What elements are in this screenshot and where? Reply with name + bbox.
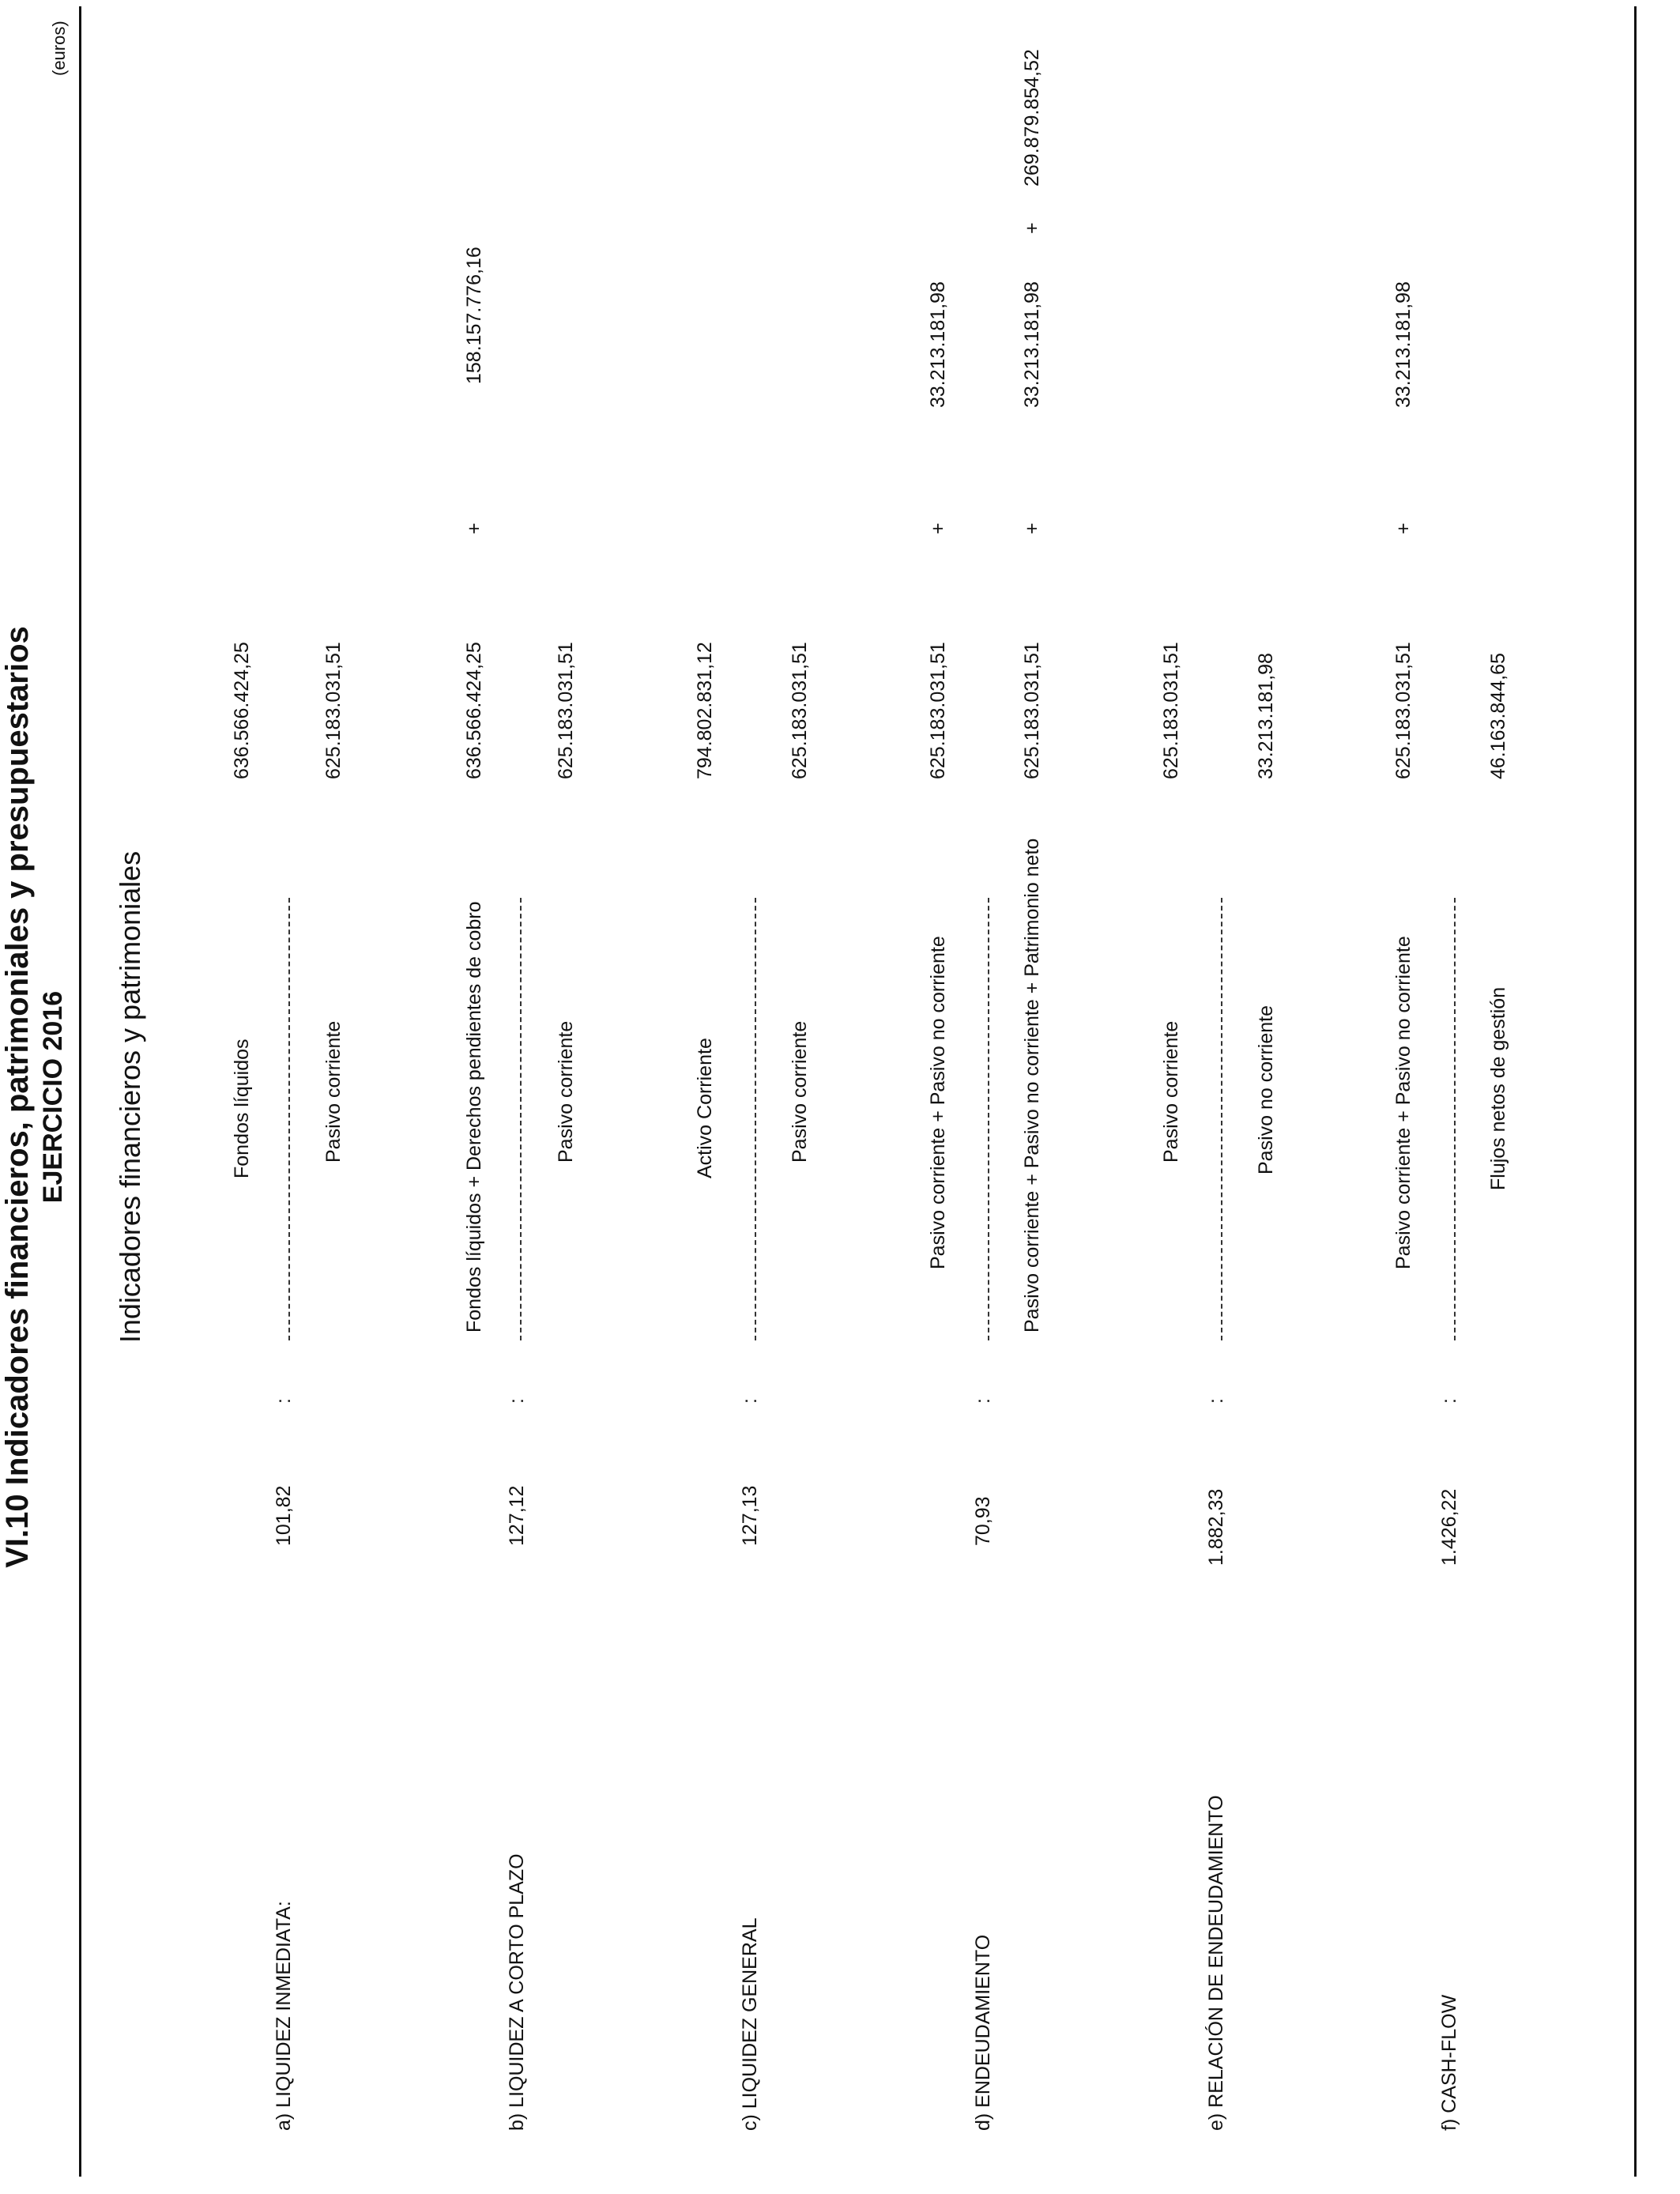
indicator-label: b) LIQUIDEZ A CORTO PLAZO — [506, 1853, 528, 2131]
indicator-label: d) ENDEUDAMIENTO — [972, 1934, 994, 2131]
indicator-value: 1.426,22 — [1438, 1488, 1460, 1566]
numerator-amount: 636.566.424,25 — [463, 642, 485, 779]
denominator-text: Pasivo corriente — [789, 1020, 811, 1163]
indicator-colon: : — [1205, 1398, 1227, 1404]
denominator-amount: 625.183.031,51 — [1021, 642, 1043, 779]
plus-sign: + — [1021, 222, 1043, 234]
denominator-amount: 625.183.031,51 — [555, 642, 577, 779]
denominator-text: Pasivo corriente — [555, 1020, 577, 1163]
indicator-value: 1.882,33 — [1205, 1488, 1227, 1566]
denominator-amount: 269.879.854,52 — [1021, 49, 1043, 187]
page-subtitle: EJERCICIO 2016 — [38, 990, 68, 1204]
indicator-label: a) LIQUIDEZ INMEDIATA: — [273, 1901, 295, 2131]
fraction-line — [1221, 898, 1222, 1340]
plus-sign: + — [463, 522, 485, 534]
indicator-colon: : — [739, 1398, 761, 1404]
unit-label: (euros) — [49, 21, 69, 76]
numerator-amount: 625.183.031,51 — [1392, 642, 1414, 779]
numerator-amount: 636.566.424,25 — [231, 642, 253, 779]
indicator-label: f) CASH-FLOW — [1438, 1994, 1460, 2131]
indicator-colon: : — [1438, 1398, 1460, 1404]
indicator-colon: : — [506, 1398, 528, 1404]
plus-sign: + — [927, 522, 949, 534]
indicator-colon: : — [273, 1398, 295, 1404]
denominator-amount: 33.213.181,98 — [1255, 653, 1277, 779]
footer-rule — [1634, 6, 1637, 2177]
denominator-text: Pasivo corriente — [322, 1020, 345, 1163]
fraction-line — [755, 898, 756, 1340]
denominator-text: Pasivo corriente + Pasivo no corriente + Patrimonio neto — [1021, 838, 1043, 1333]
indicator-value: 127,12 — [506, 1485, 528, 1546]
numerator-amount: 794.802.831,12 — [694, 642, 716, 779]
numerator-text: Pasivo corriente + Pasivo no corriente — [927, 936, 949, 1269]
numerator-amount: 625.183.031,51 — [927, 642, 949, 779]
denominator-amount: 33.213.181,98 — [1021, 281, 1043, 408]
indicator-colon: : — [972, 1398, 994, 1404]
plus-sign: + — [1021, 522, 1043, 534]
indicator-value: 101,82 — [273, 1485, 295, 1546]
fraction-line — [988, 898, 989, 1340]
indicator-label: c) LIQUIDEZ GENERAL — [739, 1917, 761, 2131]
fraction-line — [520, 898, 522, 1340]
numerator-amount: 625.183.031,51 — [1160, 642, 1182, 779]
page-title: VI.10 Indicadores financieros, patrimoniales y presupuestarios — [0, 626, 35, 1568]
denominator-amount: 625.183.031,51 — [789, 642, 811, 779]
denominator-amount: 46.163.844,65 — [1487, 653, 1509, 779]
numerator-amount: 33.213.181,98 — [1392, 281, 1414, 408]
header-rule — [79, 6, 81, 2177]
numerator-text: Fondos líquidos + Derechos pendientes de cobro — [463, 901, 485, 1333]
numerator-amount: 33.213.181,98 — [927, 281, 949, 408]
section-title: Indicadores financieros y patrimoniales — [114, 850, 146, 1344]
numerator-text: Fondos líquidos — [231, 1039, 253, 1178]
denominator-text: Flujos netos de gestión — [1487, 986, 1509, 1190]
fraction-line — [288, 898, 290, 1340]
indicator-label: e) RELACIÓN DE ENDEUDAMIENTO — [1205, 1795, 1227, 2131]
denominator-text: Pasivo no corriente — [1255, 1005, 1277, 1174]
numerator-text: Activo Corriente — [694, 1038, 716, 1178]
numerator-text: Pasivo corriente + Pasivo no corriente — [1392, 936, 1414, 1269]
indicator-value: 127,13 — [739, 1485, 761, 1546]
indicator-value: 70,93 — [972, 1496, 994, 1546]
numerator-text: Pasivo corriente — [1160, 1020, 1182, 1163]
plus-sign: + — [1392, 522, 1414, 534]
fraction-line — [1454, 898, 1456, 1340]
denominator-amount: 625.183.031,51 — [322, 642, 345, 779]
numerator-amount: 158.157.776,16 — [463, 247, 485, 384]
